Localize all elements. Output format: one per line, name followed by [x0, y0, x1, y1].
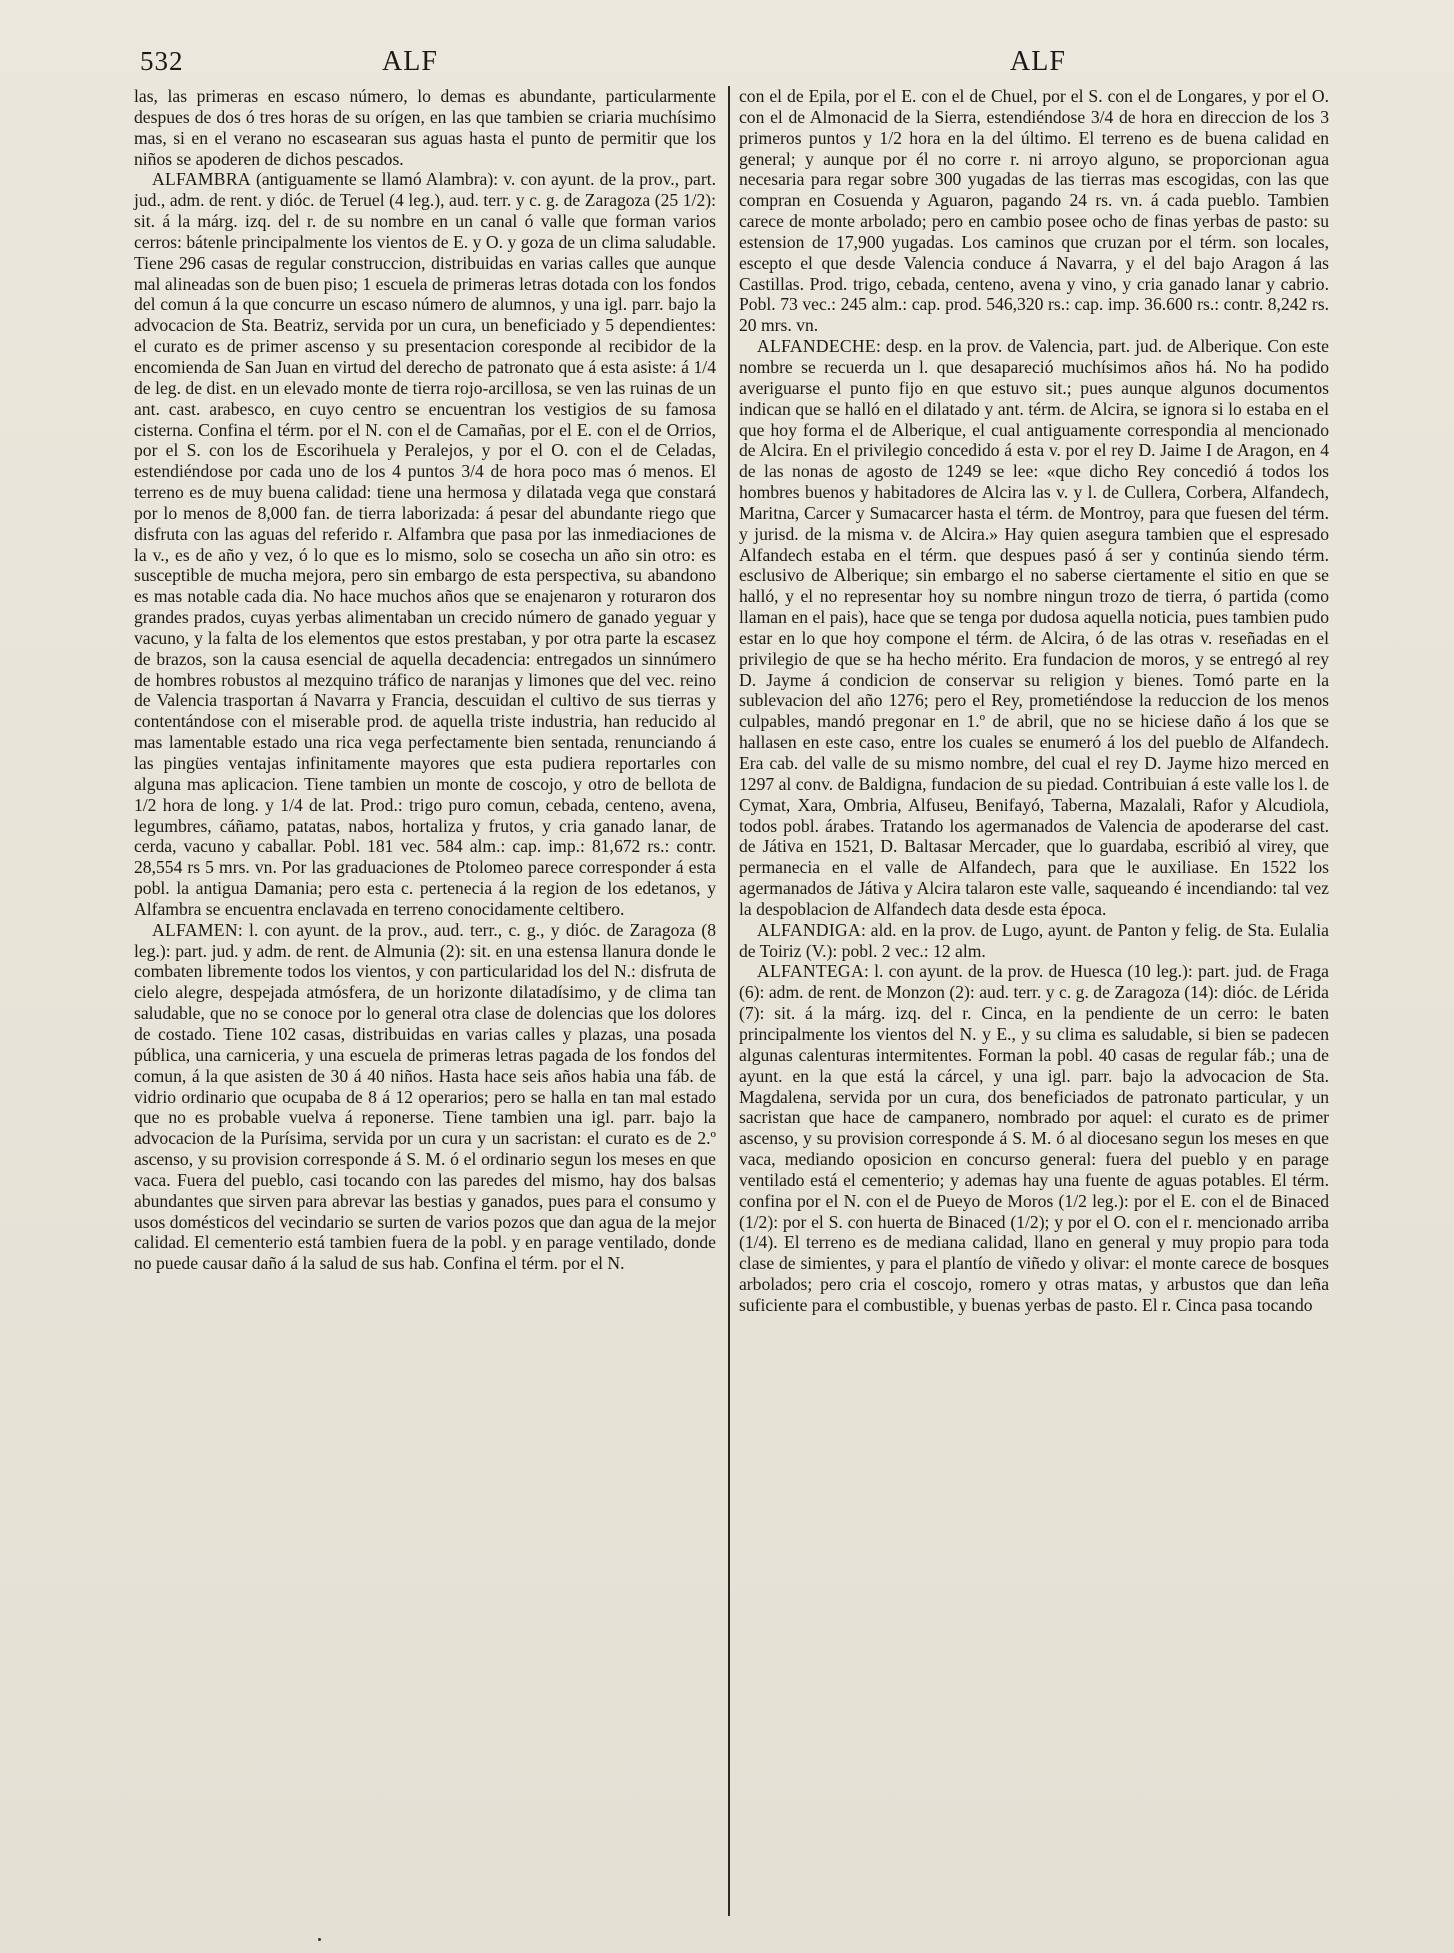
entry-text: : desp. en la prov. de Valencia, part. jud. de Alberique. Con este nombre se recuerda un l. que desapareció muchísimos años há. No ha podido averiguarse el punto fijo en que estuvo sit.; pues aunque algunos documentos indican que se halló en el dilatado y ant. térm. de Alcira, se ignora si lo estaba en el que hoy forma el de Alberique, el cual antiguamente correspondia al mencionado de Alcira. En el privilegio concedido á esta v. por el rey D. Jaime I de Aragon, en 4 de las nonas de agosto de 1249 se lee: «que dicho Rey concedió á todos los hombres buenos y habitadores de Alcira las v. y l. de Cullera, Corbera, Alfandech, Maritna, Carcer y Sumacarcer hasta el térm. de Montroy, para que fuesen del térm. y jurisd. de la misma v. de Alcira.» Hay quien asegura tambien que el espresado Alfandech estaba en el térm. que despues pasó á ser y continúa siendo térm. esclusivo de Alberique; sin embargo el no saberse ciertamente el sitio en que se halló, y el no representar hoy su nombre ningun trozo de tierra, ó partida (como llaman en el pais), hace que se tenga por dudosa aquella noticia, pues tambien pudo estar en lo que hoy compone el térm. de Alcira, ó de las otras v. reseñadas en el privilegio de que se ha hecho mérito. Era fundacion de moros, y se entregó al rey D. Jayme á condicion de conservar su religion y bienes. Tomó parte en la sublevacion del año 1276; pero el Rey, prometiéndose la reduccion de los menos culpables, mandó pregonar en 1.º de abril, que no se hiciese daño á los que se hallasen en este caso, entre los cuales se enumeró á los del pueblo de Alfandech. Era cab. del valle de su mismo nombre, del cual el rey D. Jayme hizo merced en 1297 al conv. de Baldigna, fundacion de su piedad. Contribuian á este valle los l. de Cymat, Xara, Ombria, Alfuseu, Benifayó, Taberna, Mazalali, Rafor y Alcudiola, todos pobl. árabes. Tratando los agermanados de Valencia de apoderarse del cast. de Játiva en 1521, D. Baltasar Mercader, que lo guardaba, escribió al virey, que permanecia en el valle de Alfandech, para que le auxiliase. En 1522 los agermanados de Játiva y Alcira talaron este valle, saqueando é incendiando: tal vez la despoblacion de Alfandech data desde esta época. — [739, 336, 1329, 919]
entry-headword: ALFAMEN — [152, 919, 238, 940]
entry-headword: ALFANTEGA — [757, 961, 864, 982]
running-head-left: ALF — [382, 46, 438, 77]
column-divider — [728, 86, 730, 1916]
right-column — [739, 86, 1329, 1316]
entry-text: : ald. en la prov. de Lugo, ayunt. de Panton y felig. de Sta. Eulalia de Toiriz (V.): pobl. 2 vec.: 12 alm. — [739, 919, 1329, 961]
entry-headword: ALFAMBRA — [152, 169, 251, 190]
dictionary-entry — [134, 920, 716, 1274]
dictionary-entry — [134, 169, 716, 919]
entry-headword: ALFANDECHE — [757, 336, 876, 357]
paragraph: las, las primeras en escaso número, lo demas es abundante, particularmente despues de dos ó tres horas de su orígen, en las que tambien se criaria muchísimo mas, si en el verano no escasearan sus aguas hasta el punto de permitir que los niños se apoderen de dichos pescados. — [134, 86, 716, 169]
entry-headword: ALFANDIGA — [757, 919, 862, 940]
print-speck — [318, 1938, 321, 1941]
page-number: 532 — [140, 46, 184, 76]
paragraph: con el de Epila, por el E. con el de Chuel, por el S. con el de Longares, y por el O. con el de Almonacid de la Sierra, estendiéndose 3/4 de hora en direccion de los 3 primeros puntos y 1/2 hora en la del último. El terreno es de buena calidad en general; y aunque por él no corre r. ni arroyo alguno, se proporcionan agua necesaria para regar sobre 300 yugadas de las tierras mas escogidas, con las que compran en Cosuenda y Aguaron, pagando 24 rs. vn. á cada pueblo. Tambien carece de monte arbolado; pero en cambio posee ocho de finas yerbas de pasto: su estension de 17,900 yugadas. Los caminos que cruzan por el térm. son locales, escepto el que desde Valencia conduce á Navarra, y el del bajo Aragon á las Castillas. Prod. trigo, cebada, centeno, avena y vino, y cria ganado lanar y cabrio. Pobl. 73 vec.: 245 alm.: cap. prod. 546,320 rs.: cap. imp. 36.600 rs.: contr. 8,242 rs. 20 mrs. vn. — [739, 86, 1329, 336]
dictionary-entry — [739, 336, 1329, 920]
dictionary-entry — [739, 920, 1329, 962]
entry-text: : l. con ayunt. de la prov. de Huesca (10 leg.): part. jud. de Fraga (6): adm. de rent. de Monzon (2): aud. terr. y c. g. de Zaragoza (14): dióc. de Lérida (7): sit. á la márg. izq. del r. Cinca, en la pendiente de un cerro: le baten principalmente los vientos del N. y E., y su clima es saludable, si bien se padecen algunas calenturas intermitentes. Forman la pobl. 40 casas de regular fáb.; una de ayunt. en la que está la cárcel, y una igl. parr. bajo la advocacion de Sta. Magdalena, servida por un cura, dos beneficiados de patronato particular, y un sacristan que hace de campanero, nombrado por aquel: el curato es de primer ascenso, y su provision corresponde á S. M. ó al diocesano segun los meses en que vaca, mediando oposicion en concurso general: fuera del pueblo y en parage ventilado está el cementerio; y ademas hay una fuente de aguas potables. El térm. confina por el N. con el de Pueyo de Moros (1/2 leg.): por el E. con el de Binaced (1/2): por el S. con huerta de Binaced (1/2); y por el O. con el r. mencionado arriba (1/4). El terreno es de mediana calidad, llano en general y muy propio para toda clase de simientes, y para el plantío de viñedo y olivar: el monte carece de bosques arbolados; pero cria el coscojo, romero y otras matas, y arbustos que dan leña suficiente para el combustible, y buenas yerbas de pasto. El r. Cinca pasa tocando — [739, 961, 1329, 1315]
entry-text: : l. con ayunt. de la prov., aud. terr., c. g., y dióc. de Zaragoza (8 leg.): part. jud. y adm. de rent. de Almunia (2): sit. en una estensa llanura donde le combaten libremente todos los vientos, y con particularidad los del N.: disfruta de cielo alegre, despejada atmósfera, de un horizonte dilatadísimo, y de clima tan saludable, que no se conoce por lo general otra clase de dolencias que los dolores de costado. Tiene 102 casas, distribuidas en varias calles y plazas, una posada pública, una carniceria, y una escuela de primeras letras pagada de los fondos del comun, á la que asisten de 30 á 40 niños. Hasta hace seis años habia una fáb. de vidrio ordinario que ocupaba de 8 á 12 operarios; pero se halla en tan mal estado que no es probable vuelva á reponerse. Tiene tambien una igl. parr. bajo la advocacion de la Purísima, servida por un cura y un sacristan: el curato es de 2.º ascenso, y su provision corresponde á S. M. ó el ordinario segun los meses en que vaca. Fuera del pueblo, casi tocando con las paredes del mismo, hay dos balsas abundantes que sirven para abrevar las bestias y ganados, pues para el consumo y usos domésticos del vecindario se surten de varios pozos que dan agua de la mejor calidad. El cementerio está tambien fuera de la pobl. y en parage ventilado, donde no puede causar daño á la salud de sus hab. Confina el térm. por el N. — [134, 919, 716, 1274]
entry-text: (antiguamente se llamó Alambra): v. con ayunt. de la prov., part. jud., adm. de rent. y dióc. de Teruel (4 leg.), aud. terr. y c. g. de Zaragoza (25 1/2): sit. á la márg. izq. del r. de su nombre en un canal ó valle que forman varios cerros: bátenle principalmente los vientos de E. y O. y goza de un clima saludable. Tiene 296 casas de regular construccion, distribuidas en varias calles que aunque mal alineadas son de buen piso; 1 escuela de primeras letras dotada con los fondos del comun á la que concurre un escaso número de alumnos, y una igl. parr. bajo la advocacion de Sta. Beatriz, servida por un cura, un beneficiado y 5 dependientes: el curato es de primer ascenso y su presentacion coresponde al recibidor de la encomienda de San Juan en virtud del derecho de patronato que á esta asiste: á 1/4 de leg. de dist. en un elevado monte de tierra rojo-arcillosa, se ven las ruinas de un ant. cast. arabesco, en cuyo centro se encuentran los vestigios de su famosa cisterna. Confina el térm. por el N. con el de Camañas, por el E. con el de Orrios, por el S. con los de Escorihuela y Peralejos, y por el O. con el de Celadas, estendiéndose por cada uno de los 4 puntos 3/4 de hora poco mas ó menos. El terreno es de muy buena calidad: tiene una hermosa y dilatada vega que constará por lo menos de 8,000 fan. de tierra laborizada: á pesar del abundante riego que disfruta con las aguas del referido r. Alfambra que pasa por las inmediaciones de la v., es de año y vez, ó lo que es lo mismo, solo se cosecha un año sin otro: es susceptible de mucha mejora, pero sin embargo de esta perspectiva, su abandono es mas notable cada dia. No hace muchos años que se enajenaron y roturaron dos grandes prados, cuyas yerbas alimentaban un crecido número de ganado yeguar y vacuno, y la falta de los elementos que estos prestaban, y por otra parte la escasez de brazos, son la causa esencial de aquella decadencia: entregados un sinnúmero de hombres robustos al mezquino tráfico de naranjas y limones que del vec. reino de Valencia trasportan á Navarra y Francia, descuidan el cultivo de sus tierras y contentándose con el miserable prod. de aquella triste industria, han reducido al mas lamentable estado una rica vega perfectamente bien sentada, renunciando á las pingües ventajas infinitamente mayores que esta pudiera reportarles con alguna mas aplicacion. Tiene tambien un monte de coscojo, y otro de bellota de 1/2 hora de long. y 1/4 de lat. Prod.: trigo puro comun, cebada, centeno, avena, legumbres, cáñamo, patatas, nabos, hortaliza y frutos, y cria ganado lanar, de cerda, vacuno y caballar. Pobl. 181 vec. 584 alm.: cap. imp.: 81,672 rs.: contr. 28,554 rs 5 mrs. vn. Por las graduaciones de Ptolomeo parece corresponder á esta pobl. la antigua Damania; pero esta c. pertenecia á la region de los edetanos, y Alfambra se encuentra enclavada en terreno conocidamente celtibero. — [134, 169, 716, 919]
dictionary-entry — [739, 961, 1329, 1315]
running-head-right: ALF — [1010, 46, 1066, 77]
left-column — [134, 86, 716, 1274]
